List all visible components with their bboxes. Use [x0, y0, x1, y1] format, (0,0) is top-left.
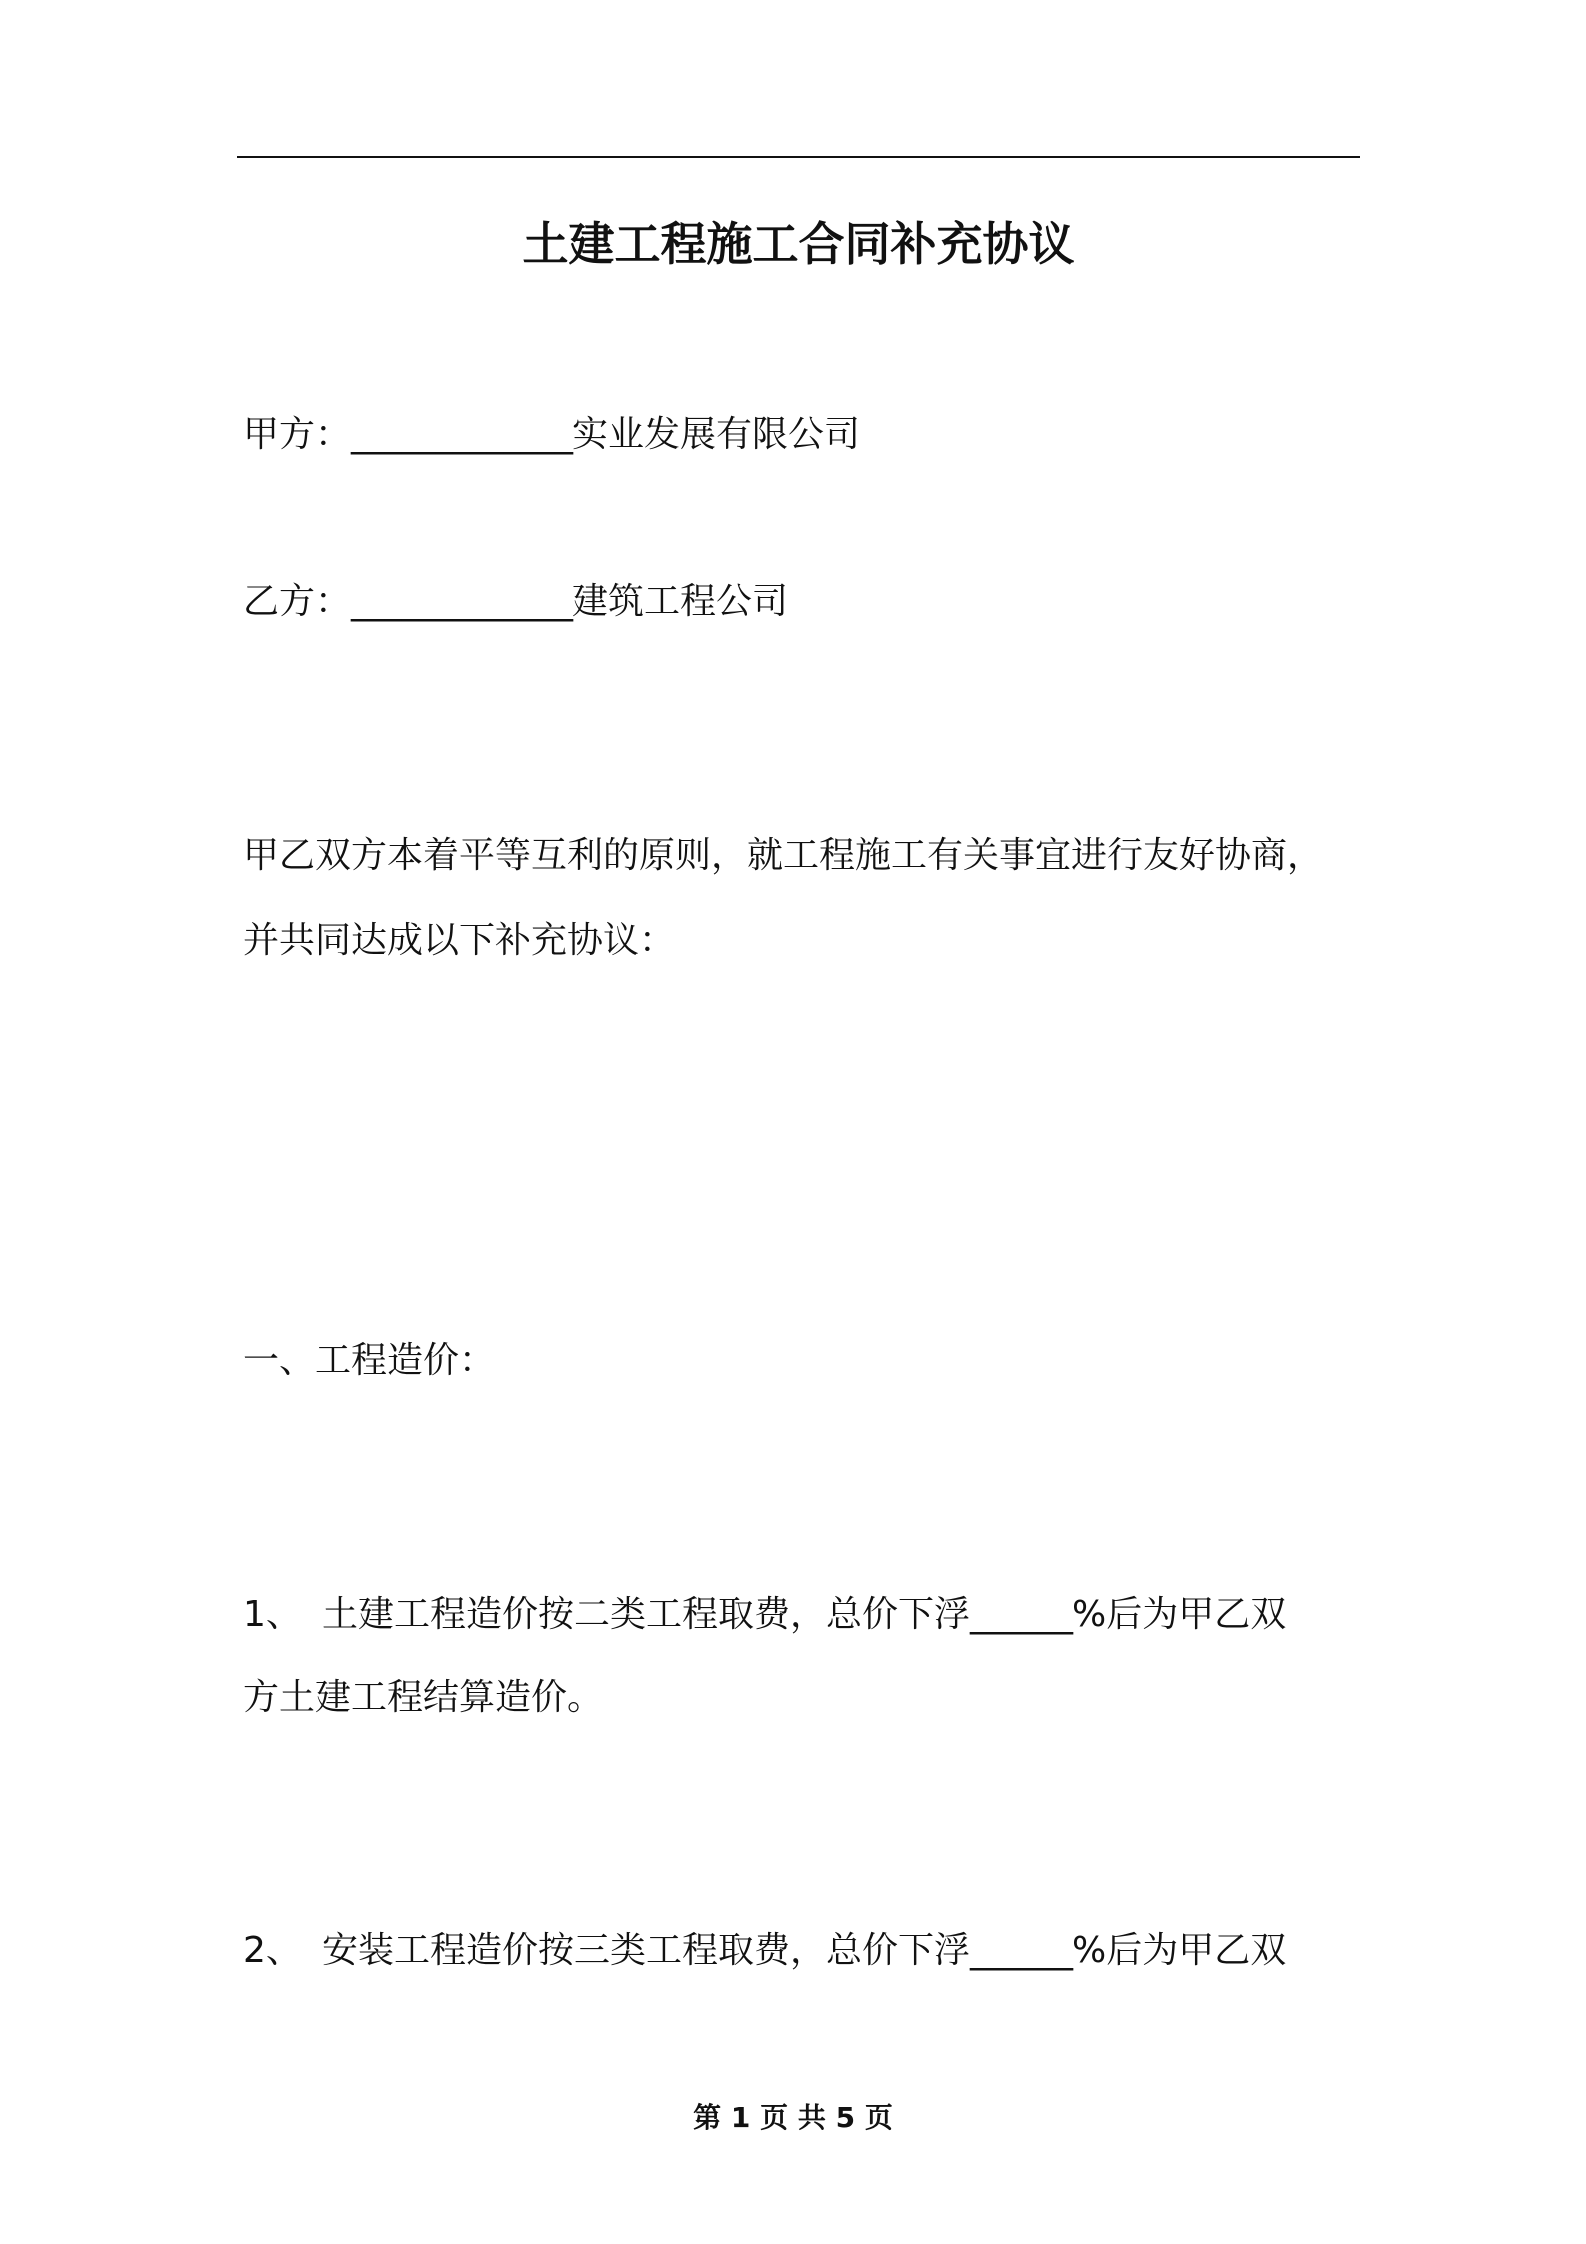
document-title: 土建工程施工合同补充协议	[522, 217, 1075, 271]
intro-line-2: 并共同达成以下补充协议：	[243, 920, 676, 961]
clause-2-number: 2、	[243, 1930, 302, 1971]
clause-2-blank: ______	[970, 1930, 1073, 1971]
clause-1-number: 1、	[243, 1594, 302, 1635]
clause-1-text-before: 土建工程造价按二类工程取费，总价下浮	[322, 1594, 971, 1635]
clause-1-line-1	[243, 1590, 1286, 1640]
clause-2-text-after: %后为甲乙双	[1072, 1930, 1287, 1971]
clause-1-line-2: 方土建工程结算造价。	[243, 1677, 604, 1718]
party-a-blank: _____________	[351, 414, 573, 455]
party-a-line	[243, 410, 860, 460]
party-b-blank: _____________	[351, 581, 573, 622]
party-a-label: 甲方：	[243, 414, 352, 455]
clause-1-text-after: %后为甲乙双	[1072, 1594, 1287, 1635]
clause-2-line-1	[243, 1926, 1286, 1976]
page-number-footer: 第 1 页 共 5 页	[693, 2101, 893, 2134]
party-a-name: 实业发展有限公司	[572, 414, 861, 455]
clause-2-text-before: 安装工程造价按三类工程取费，总价下浮	[322, 1930, 971, 1971]
party-b-label: 乙方：	[243, 581, 352, 622]
party-b-line	[243, 577, 788, 627]
section-1-heading: 一、工程造价：	[243, 1340, 496, 1381]
header-rule	[237, 156, 1360, 158]
clause-1-blank: ______	[970, 1594, 1073, 1635]
intro-line-1: 甲乙双方本着平等互利的原则，就工程施工有关事宜进行友好协商，	[243, 835, 1324, 876]
party-b-name: 建筑工程公司	[572, 581, 789, 622]
